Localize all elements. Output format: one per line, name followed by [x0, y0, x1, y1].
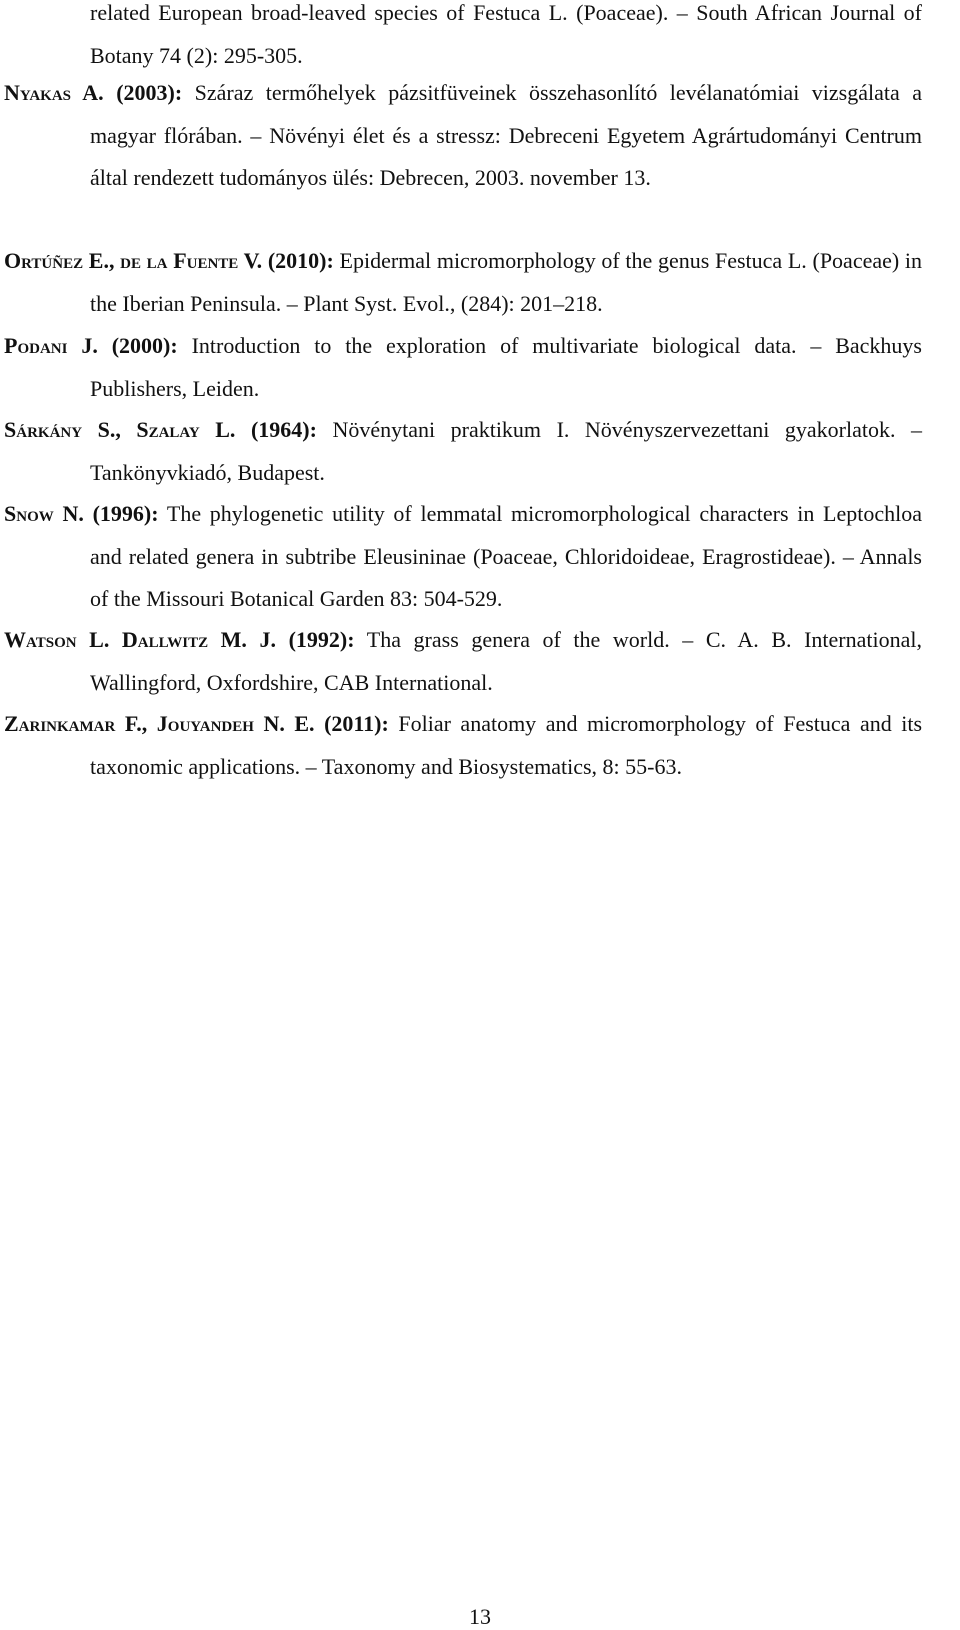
reference-authors: Watson L. Dallwitz M. J.: [4, 627, 277, 652]
reference-text: Száraz termőhelyek pázsitfüveinek összehasonlító levélanatómiai vizsgálata a magyar flórában. – Növényi élet és a stressz: Debreceni Egyetem Agrártudományi Centrum által rendezett tudományos ülés: Debrecen, 2003. november 13.: [90, 80, 923, 190]
reference-authors: Podani J.: [4, 333, 98, 358]
reference-entry-nyakas: [4, 72, 922, 200]
reference-text: Növénytani praktikum I. Növényszervezettani gyakorlatok. – Tankönyvkiadó, Budapest.: [90, 417, 923, 485]
reference-authors: Ortúñez E., de la Fuente V.: [4, 248, 263, 273]
reference-year: (2000):: [111, 333, 178, 358]
reference-entry-podani: [4, 325, 922, 410]
reference-authors: Snow N.: [4, 501, 84, 526]
reference-authors: Zarinkamar F., Jouyandeh N. E.: [4, 711, 315, 736]
reference-year: (2011):: [324, 711, 389, 736]
reference-text: The phylogenetic utility of lemmatal micromorphological characters in Leptochloa and related genera in subtribe Eleusininae (Poaceae, Chloridoideae, Eragrostideae). – Annals of the Missouri Botanical Garden 83: 504-529.: [90, 501, 923, 611]
reference-entry-watson: [4, 619, 922, 704]
reference-entry-continuation: [90, 0, 922, 77]
reference-entry-ortunez: [4, 240, 922, 325]
reference-authors: Nyakas A.: [4, 80, 104, 105]
reference-entry-snow: [4, 493, 922, 621]
reference-year: (1964):: [250, 417, 317, 442]
reference-authors: Sárkány S., Szalay L.: [4, 417, 236, 442]
reference-entry-sarkany: [4, 409, 922, 494]
reference-entry-zarinkamar: [4, 703, 922, 788]
reference-text: related European broad-leaved species of Festuca L. (Poaceae). – South African Journal of Botany 74 (2): 295-305.: [90, 0, 922, 68]
page-number: 13: [469, 1604, 491, 1629]
reference-year: (2003):: [116, 80, 183, 105]
reference-year: (1996):: [92, 501, 159, 526]
reference-year: (1992):: [288, 627, 355, 652]
reference-year: (2010):: [267, 248, 334, 273]
reference-text: Tha grass genera of the world. – C. A. B. International, Wallingford, Oxfordshire, CAB International.: [90, 627, 923, 695]
reference-text: Introduction to the exploration of multivariate biological data. – Backhuys Publishers, Leiden.: [90, 333, 922, 401]
reference-text: Epidermal micromorphology of the genus Festuca L. (Poaceae) in the Iberian Peninsula. – Plant Syst. Evol., (284): 201–218.: [90, 248, 922, 316]
reference-text: Foliar anatomy and micromorphology of Festuca and its taxonomic applications. – Taxonomy and Biosystematics, 8: 55-63.: [90, 711, 923, 779]
